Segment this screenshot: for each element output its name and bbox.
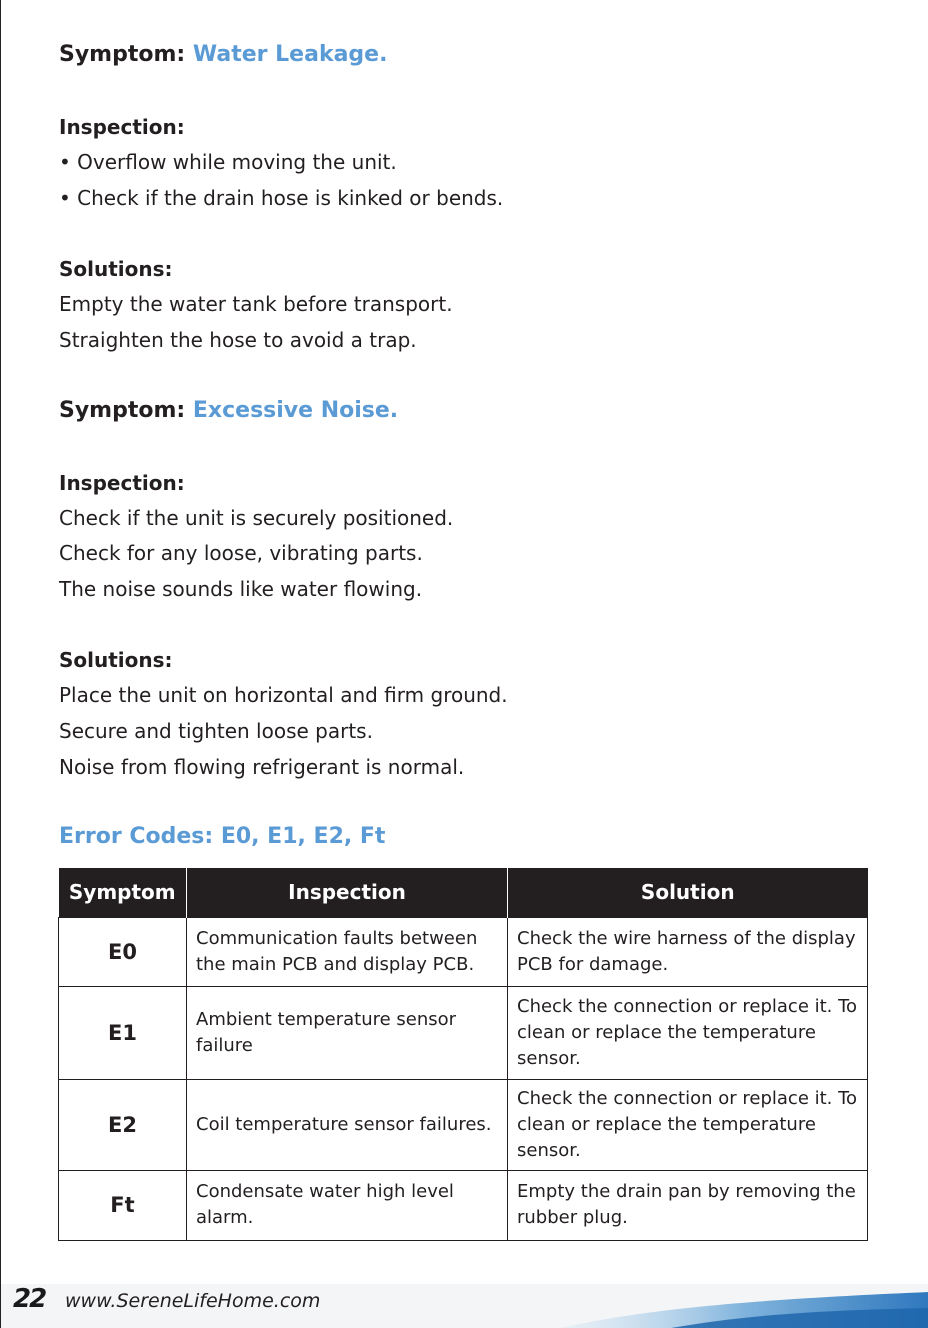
- inspection-label: Inspection:: [59, 471, 185, 495]
- solution-cell: Check the wire harness of the display PCB for damage.: [508, 917, 868, 986]
- error-code: Ft: [59, 1170, 187, 1240]
- solution-item: Place the unit on horizontal and firm ground.: [59, 683, 508, 707]
- symptom-value: Excessive Noise.: [192, 398, 399, 423]
- symptom-label: Symptom:: [59, 42, 186, 67]
- header-symptom: Symptom: [59, 868, 187, 917]
- symptom-label: Symptom:: [59, 398, 186, 423]
- footer-wave-graphic: [561, 1270, 928, 1328]
- inspection-cell: Communication faults between the main PCB and display PCB.: [187, 917, 508, 986]
- inspection-item: The noise sounds like water flowing.: [59, 577, 423, 601]
- page-number: 22: [13, 1284, 46, 1314]
- table-row: [59, 1170, 868, 1240]
- website-link[interactable]: www.SereneLifeHome.com: [65, 1290, 321, 1312]
- solution-item: Straighten the hose to avoid a trap.: [59, 328, 417, 352]
- symptom-heading-2: [59, 397, 398, 425]
- inspection-item: Check for any loose, vibrating parts.: [59, 541, 423, 565]
- solution-cell: Empty the drain pan by removing the rubber plug.: [508, 1170, 868, 1240]
- inspection-cell: Condensate water high level alarm.: [187, 1170, 508, 1240]
- header-inspection: Inspection: [187, 868, 508, 917]
- error-code: E0: [59, 917, 187, 986]
- error-code: E1: [59, 986, 187, 1079]
- solution-item: Empty the water tank before transport.: [59, 292, 453, 316]
- error-code: E2: [59, 1079, 187, 1170]
- solution-item: Noise from flowing refrigerant is normal.: [59, 755, 465, 779]
- solutions-label: Solutions:: [59, 648, 173, 672]
- table-row: [59, 1079, 868, 1170]
- solution-cell: Check the connection or replace it. To clean or replace the temperature sensor.: [508, 1079, 868, 1170]
- error-codes-table: [58, 868, 868, 1241]
- table-header-row: [59, 868, 868, 917]
- table-row: [59, 986, 868, 1079]
- page-footer: [1, 1270, 928, 1328]
- inspection-item: Check if the unit is securely positioned.: [59, 506, 454, 530]
- inspection-item: • Check if the drain hose is kinked or bends.: [59, 186, 504, 210]
- solution-item: Secure and tighten loose parts.: [59, 719, 373, 743]
- inspection-item: • Overflow while moving the unit.: [59, 150, 397, 174]
- symptom-heading-1: [59, 41, 387, 69]
- inspection-label: Inspection:: [59, 115, 185, 139]
- inspection-cell: Ambient temperature sensor failure: [187, 986, 508, 1079]
- symptom-value: Water Leakage.: [192, 42, 388, 67]
- inspection-cell: Coil temperature sensor failures.: [187, 1079, 508, 1170]
- error-codes-heading: Error Codes: E0, E1, E2, Ft: [59, 824, 386, 849]
- solutions-label: Solutions:: [59, 257, 173, 281]
- table-row: [59, 917, 868, 986]
- solution-cell: Check the connection or replace it. To clean or replace the temperature sensor.: [508, 986, 868, 1079]
- header-solution: Solution: [508, 868, 868, 917]
